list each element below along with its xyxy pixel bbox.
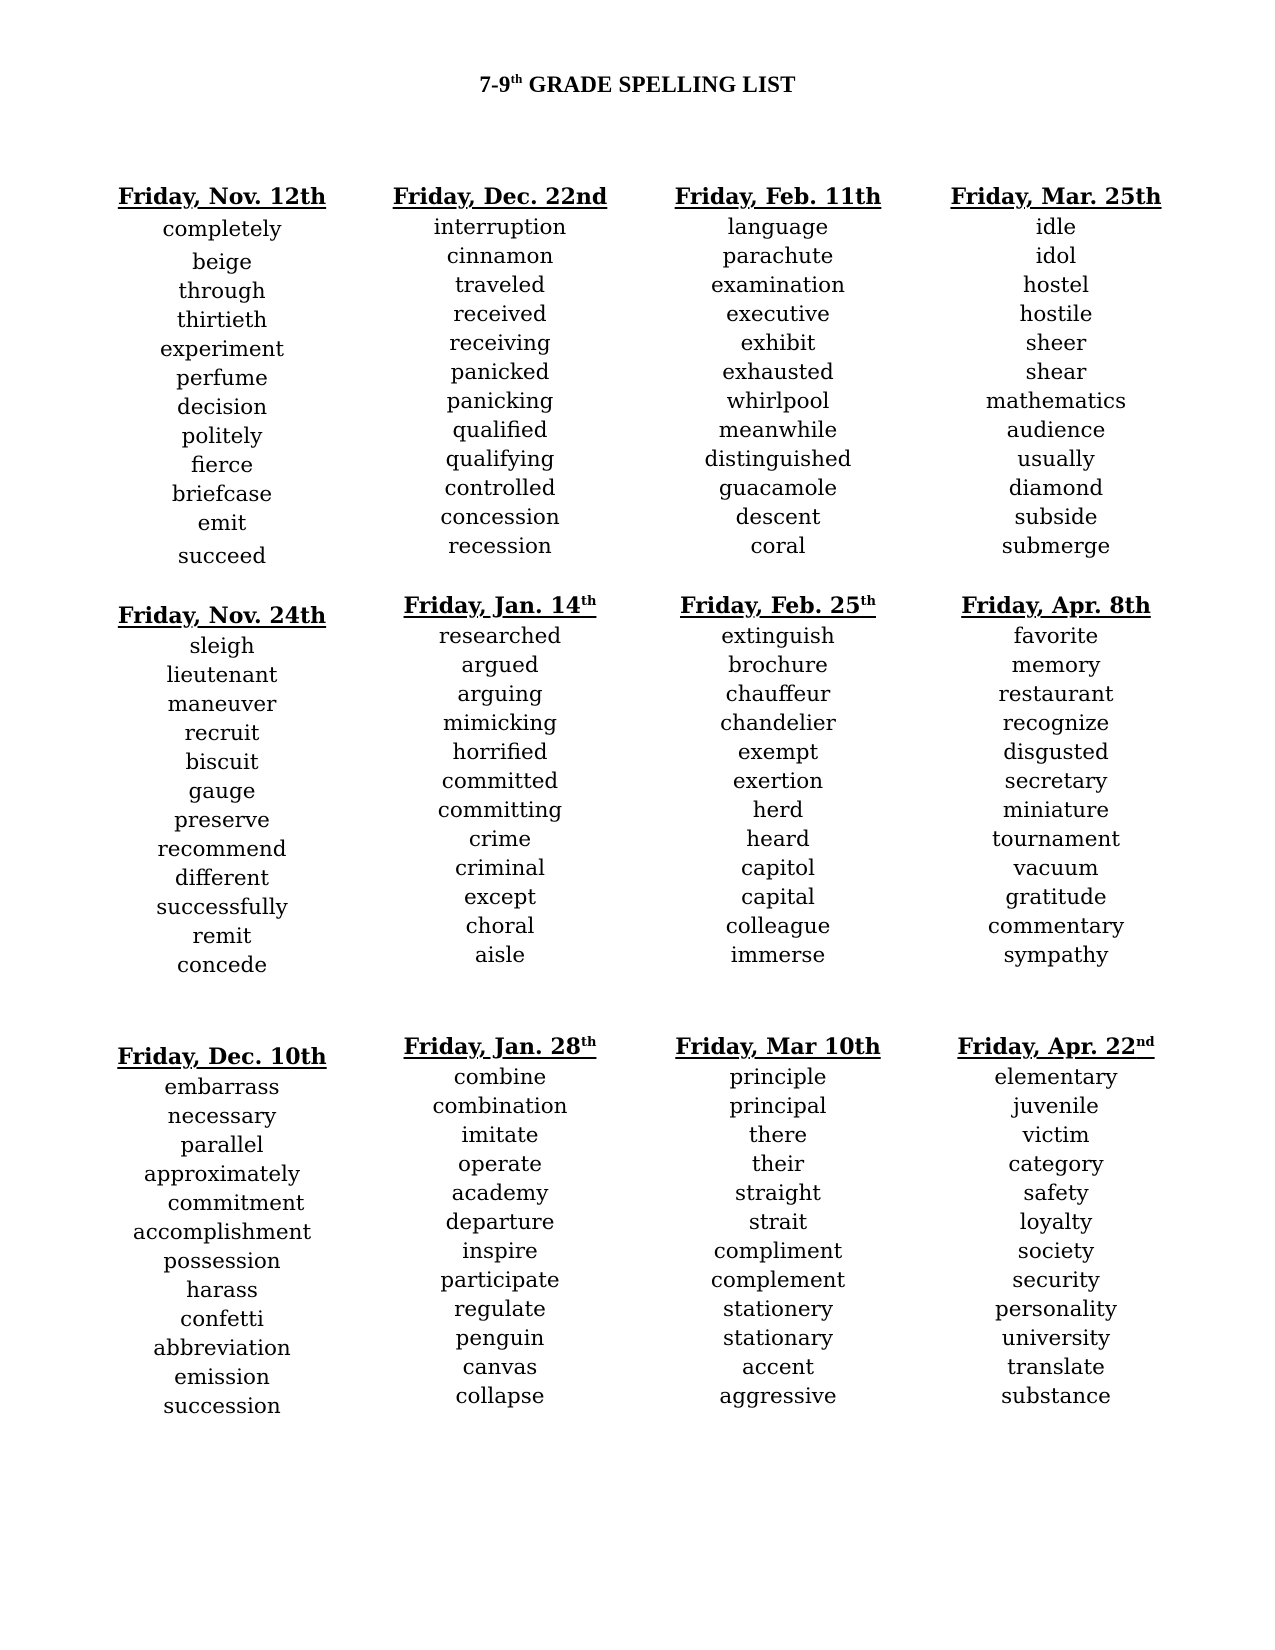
spelling-word: sheer — [1025, 331, 1087, 356]
spelling-word: colleague — [725, 914, 831, 939]
week-block-dec-22 — [350, 182, 650, 561]
spelling-word: preserve — [174, 808, 270, 833]
spelling-word: immerse — [730, 943, 826, 968]
spelling-word: exhibit — [740, 331, 816, 356]
spelling-word: canvas — [462, 1355, 538, 1380]
spelling-word: compliment — [713, 1239, 843, 1264]
week-block-nov-12 — [72, 182, 372, 571]
spelling-word: except — [463, 885, 537, 910]
week-heading: Friday, Dec. 22nd — [392, 184, 608, 210]
page-title — [0, 72, 1275, 98]
spelling-word: recession — [448, 534, 552, 559]
spelling-word: brochure — [728, 653, 828, 678]
spelling-word: decision — [176, 395, 268, 420]
spelling-word: subside — [1014, 505, 1098, 530]
spelling-word: exempt — [737, 740, 819, 765]
spelling-word: mimicking — [442, 711, 558, 736]
week-heading: Friday, Mar. 25th — [950, 184, 1162, 210]
spelling-word: controlled — [444, 476, 556, 501]
spelling-word: miniature — [1002, 798, 1110, 823]
week-heading: Friday, Nov. 12th — [117, 184, 327, 210]
spelling-word: confetti — [180, 1307, 264, 1332]
spelling-word: translate — [1007, 1355, 1105, 1380]
spelling-word: traveled — [455, 273, 545, 298]
spelling-word: received — [453, 302, 547, 327]
spelling-word: accomplishment — [132, 1220, 312, 1245]
week-block-mar-10 — [628, 1032, 928, 1411]
spelling-word: capital — [741, 885, 815, 910]
spelling-word: departure — [445, 1210, 555, 1235]
spelling-word: approximately — [143, 1162, 301, 1187]
page-title-superscript: th — [510, 71, 523, 86]
spelling-word: victim — [1022, 1123, 1090, 1148]
spelling-word: usually — [1017, 447, 1095, 472]
spelling-word: strait — [748, 1210, 808, 1235]
spelling-word: descent — [735, 505, 821, 530]
spelling-word: abbreviation — [153, 1336, 291, 1361]
spelling-word: combination — [432, 1094, 568, 1119]
page-title-prefix: 7-9 — [479, 72, 511, 97]
week-block-dec-10 — [72, 1042, 372, 1421]
spelling-word: heard — [746, 827, 810, 852]
spelling-word: idol — [1035, 244, 1077, 269]
word-list — [72, 632, 372, 980]
spelling-word: audience — [1006, 418, 1106, 443]
spelling-word: extinguish — [721, 624, 835, 649]
spelling-word: meanwhile — [718, 418, 838, 443]
spelling-word: gauge — [188, 779, 256, 804]
spelling-word: participate — [440, 1268, 560, 1293]
week-block-feb-11 — [628, 182, 928, 561]
spelling-word: biscuit — [185, 750, 259, 775]
spelling-word: there — [748, 1123, 808, 1148]
spelling-word: favorite — [1013, 624, 1099, 649]
spelling-word: sleigh — [189, 634, 255, 659]
word-list — [72, 215, 372, 571]
spelling-word: interruption — [433, 215, 567, 240]
spelling-word: disgusted — [1003, 740, 1109, 765]
word-list — [72, 1073, 372, 1421]
spelling-word: committing — [437, 798, 563, 823]
week-block-jan-28 — [350, 1032, 650, 1411]
spelling-word: penguin — [455, 1326, 545, 1351]
spelling-word: diamond — [1008, 476, 1104, 501]
spelling-word: chauffeur — [725, 682, 831, 707]
week-heading: Friday, Dec. 10th — [117, 1044, 327, 1070]
spelling-word: receiving — [449, 331, 551, 356]
spelling-word: language — [727, 215, 829, 240]
spelling-word: hostile — [1019, 302, 1093, 327]
spelling-word: combine — [453, 1065, 547, 1090]
spelling-word: completely — [162, 217, 282, 242]
word-list — [628, 213, 928, 561]
spelling-word: elementary — [994, 1065, 1118, 1090]
spelling-word: restaurant — [998, 682, 1114, 707]
spelling-word: committed — [441, 769, 559, 794]
spelling-word: shear — [1025, 360, 1087, 385]
spelling-word: mathematics — [985, 389, 1127, 414]
spelling-word: coral — [750, 534, 806, 559]
spelling-word: examination — [711, 273, 845, 298]
spelling-word: capitol — [741, 856, 815, 881]
spelling-word: sympathy — [1003, 943, 1109, 968]
spelling-word: researched — [438, 624, 562, 649]
spelling-word: gratitude — [1005, 885, 1107, 910]
spelling-word: horrified — [452, 740, 548, 765]
week-heading: Friday, Jan. 28th — [403, 1034, 597, 1060]
spelling-word: crime — [468, 827, 532, 852]
spelling-word: criminal — [455, 856, 545, 881]
spelling-word: qualified — [452, 418, 548, 443]
spelling-word: arguing — [457, 682, 543, 707]
spelling-word: commentary — [987, 914, 1125, 939]
spelling-word: submerge — [1001, 534, 1111, 559]
spelling-word: through — [178, 279, 266, 304]
spelling-word: operate — [458, 1152, 542, 1177]
spelling-word: panicking — [446, 389, 554, 414]
spelling-word: straight — [735, 1181, 821, 1206]
spelling-word: recommend — [157, 837, 287, 862]
word-list — [906, 622, 1206, 970]
spelling-word: concession — [440, 505, 560, 530]
spelling-word: substance — [1001, 1384, 1111, 1409]
spelling-word: fierce — [190, 453, 254, 478]
spelling-word: different — [174, 866, 270, 891]
spelling-word: recruit — [184, 721, 260, 746]
spelling-word: recognize — [1002, 711, 1110, 736]
week-block-mar-25 — [906, 182, 1206, 561]
spelling-word: vacuum — [1013, 856, 1099, 881]
spelling-word: juvenile — [1013, 1094, 1099, 1119]
spelling-word: memory — [1011, 653, 1101, 678]
spelling-word: stationary — [722, 1326, 834, 1351]
page-title-suffix: GRADE SPELLING LIST — [522, 72, 796, 97]
week-block-apr-8 — [906, 591, 1206, 970]
spelling-word: beige — [192, 250, 252, 275]
spelling-word: remit — [192, 924, 252, 949]
spelling-word: personality — [995, 1297, 1117, 1322]
spelling-word: perfume — [176, 366, 268, 391]
spelling-word: cinnamon — [446, 244, 554, 269]
spelling-word: succeed — [177, 544, 267, 569]
spelling-word: principle — [729, 1065, 827, 1090]
week-heading: Friday, Jan. 14th — [403, 593, 597, 619]
word-list — [350, 1063, 650, 1411]
spelling-word: possession — [163, 1249, 281, 1274]
spelling-word: idle — [1035, 215, 1077, 240]
week-heading: Friday, Apr. 22nd — [957, 1034, 1155, 1060]
spelling-word: aggressive — [719, 1384, 837, 1409]
word-list — [906, 213, 1206, 561]
week-heading: Friday, Feb. 11th — [674, 184, 882, 210]
week-heading: Friday, Nov. 24th — [117, 603, 327, 629]
spelling-word: emission — [174, 1365, 270, 1390]
spelling-word: guacamole — [718, 476, 838, 501]
word-list — [350, 622, 650, 970]
week-heading: Friday, Feb. 25th — [679, 593, 876, 619]
spelling-word: category — [1008, 1152, 1104, 1177]
spelling-word: chandelier — [720, 711, 836, 736]
week-block-feb-25 — [628, 591, 928, 970]
spelling-word: security — [1012, 1268, 1100, 1293]
spelling-word: inspire — [462, 1239, 538, 1264]
spelling-word: necessary — [167, 1104, 277, 1129]
spelling-word: briefcase — [171, 482, 273, 507]
spelling-word: concede — [176, 953, 268, 978]
spelling-word: distinguished — [704, 447, 852, 472]
spelling-word: loyalty — [1019, 1210, 1093, 1235]
spelling-word: argued — [461, 653, 539, 678]
week-heading: Friday, Mar 10th — [675, 1034, 881, 1060]
spelling-word: university — [1001, 1326, 1111, 1351]
word-list — [628, 622, 928, 970]
week-block-nov-24 — [72, 601, 372, 980]
word-list — [628, 1063, 928, 1411]
spelling-word: parachute — [722, 244, 834, 269]
spelling-word: experiment — [159, 337, 285, 362]
spelling-word: lieutenant — [166, 663, 278, 688]
spelling-word: stationery — [723, 1297, 833, 1322]
spelling-word: complement — [710, 1268, 846, 1293]
week-heading: Friday, Apr. 8th — [961, 593, 1151, 619]
spelling-word: principal — [729, 1094, 827, 1119]
spelling-word: panicked — [450, 360, 550, 385]
spelling-word: politely — [181, 424, 263, 449]
word-list — [906, 1063, 1206, 1411]
spelling-word: exhausted — [722, 360, 834, 385]
spelling-word: aisle — [474, 943, 526, 968]
spelling-word: executive — [726, 302, 830, 327]
spelling-word: hostel — [1022, 273, 1090, 298]
spelling-word: harass — [186, 1278, 258, 1303]
spelling-word: academy — [451, 1181, 549, 1206]
spelling-word: thirtieth — [176, 308, 268, 333]
spelling-word: regulate — [454, 1297, 546, 1322]
word-list — [350, 213, 650, 561]
spelling-word: choral — [465, 914, 535, 939]
spelling-word: safety — [1023, 1181, 1089, 1206]
spelling-word: maneuver — [167, 692, 277, 717]
spelling-word: qualifying — [445, 447, 555, 472]
spelling-word: secretary — [1004, 769, 1108, 794]
week-block-jan-14 — [350, 591, 650, 970]
spelling-word: their — [751, 1152, 805, 1177]
spelling-word: herd — [752, 798, 804, 823]
spelling-word: parallel — [180, 1133, 264, 1158]
spelling-word: imitate — [461, 1123, 539, 1148]
spelling-word: collapse — [455, 1384, 545, 1409]
week-block-apr-22 — [906, 1032, 1206, 1411]
spelling-word: embarrass — [164, 1075, 280, 1100]
spelling-word: whirlpool — [726, 389, 830, 414]
spelling-word: commitment — [167, 1191, 305, 1216]
spelling-word: succession — [163, 1394, 281, 1419]
spelling-word: successfully — [156, 895, 288, 920]
spelling-word: tournament — [992, 827, 1120, 852]
spelling-word: exertion — [732, 769, 824, 794]
spelling-word: society — [1017, 1239, 1095, 1264]
spelling-word: accent — [741, 1355, 815, 1380]
spelling-word: emit — [197, 511, 247, 536]
